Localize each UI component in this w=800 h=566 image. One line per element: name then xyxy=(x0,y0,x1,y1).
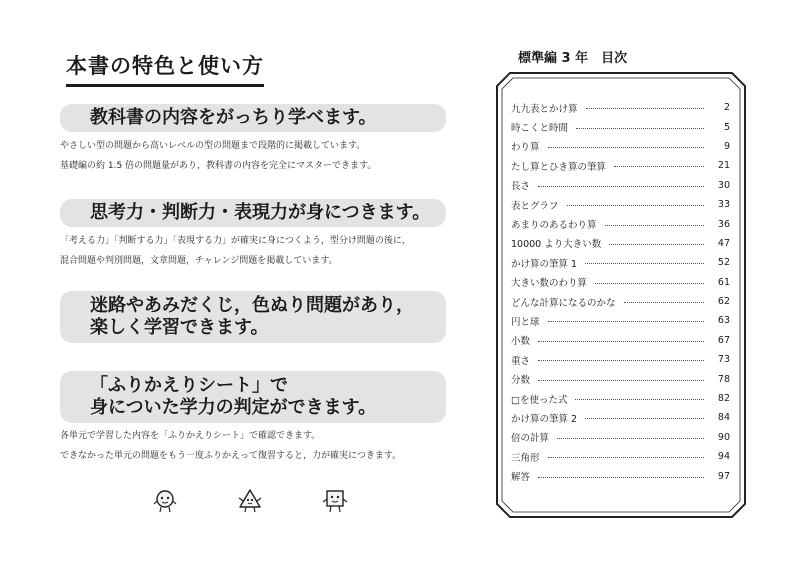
feature-heading-1: 教科書の内容をがっちり学べます。 xyxy=(60,104,446,132)
square-mascot-icon xyxy=(322,488,348,514)
toc-item-label: 時こくと時間 xyxy=(511,123,569,135)
feature-heading-4: 「ふりかえりシート」で 身についた学力の判定ができます。 xyxy=(60,371,446,423)
toc-leader-dots xyxy=(548,147,704,148)
toc-item-label: 分数 xyxy=(511,375,531,387)
toc-item[interactable] xyxy=(496,350,746,369)
toc-leader-dots xyxy=(605,225,704,226)
feature-heading-3: 迷路やあみだくじ，色ぬり問題があり， 楽しく学習できます。 xyxy=(60,291,446,343)
toc-item[interactable] xyxy=(496,466,746,485)
toc-item-label: 九九表とかけ算 xyxy=(511,103,578,115)
toc-item[interactable] xyxy=(496,408,746,427)
page-title: 本書の特色と使い方 xyxy=(66,50,264,87)
toc-item-label: 大きい数のわり算 xyxy=(511,278,588,290)
toc-item-page: 67 xyxy=(717,334,730,346)
toc-item[interactable] xyxy=(496,428,746,447)
toc-item-label: かけ算の筆算 2 xyxy=(511,413,578,425)
toc-item-label: たし算とひき算の筆算 xyxy=(511,161,607,173)
toc-leader-dots xyxy=(609,244,704,245)
toc-item-label: 表とグラフ xyxy=(511,200,559,212)
toc-item[interactable] xyxy=(496,137,746,156)
toc-item-page: 78 xyxy=(717,373,730,385)
feature-heading-2: 思考力・判断力・表現力が身につきます。 xyxy=(60,199,446,227)
toc-leader-dots xyxy=(575,399,704,400)
toc-item-page: 5 xyxy=(723,121,730,133)
toc-leader-dots xyxy=(538,186,704,187)
toc-item-label: かけ算の筆算 1 xyxy=(511,258,578,270)
toc-item-label: 三角形 xyxy=(511,452,540,464)
toc-item-page: 61 xyxy=(717,276,730,288)
toc-item[interactable] xyxy=(496,447,746,466)
toc-item[interactable] xyxy=(496,369,746,388)
circle-mascot-icon xyxy=(152,488,178,514)
toc-item-label: □を使った式 xyxy=(511,394,568,406)
toc-item-label: 10000 より大きい数 xyxy=(511,239,602,251)
toc-item-page: 33 xyxy=(717,199,730,211)
toc-item-page: 9 xyxy=(723,140,730,152)
toc-leader-dots xyxy=(567,205,704,206)
feature-desc-2: 「考える力」「判断する力」「表現する力」が確実に身につくよう，型分け問題の後に， 混合問題や判別問題，文章問題，チャレンジ問題を掲載しています。 xyxy=(60,236,411,266)
toc-item-page: 52 xyxy=(717,257,730,269)
toc-item-label: どんな計算になるのかな xyxy=(511,297,616,309)
toc-leader-dots xyxy=(585,263,704,264)
toc-leader-dots xyxy=(557,438,704,439)
toc-title: 標準編 3 年 目次 xyxy=(518,51,628,66)
toc-list xyxy=(496,98,746,486)
toc-item-page: 30 xyxy=(717,179,730,191)
toc-leader-dots xyxy=(548,321,704,322)
toc-item-page: 97 xyxy=(717,470,730,482)
toc-item[interactable] xyxy=(496,331,746,350)
toc-item-page: 84 xyxy=(717,412,730,424)
toc-item-page: 90 xyxy=(717,431,730,443)
toc-leader-dots xyxy=(538,341,704,342)
toc-item-page: 94 xyxy=(717,451,730,463)
toc-item-label: わり算 xyxy=(511,142,540,154)
toc-frame xyxy=(496,72,746,518)
toc-item-label: 小数 xyxy=(511,336,531,348)
toc-leader-dots xyxy=(624,302,704,303)
toc-item[interactable] xyxy=(496,156,746,175)
toc-item[interactable] xyxy=(496,311,746,330)
toc-item-page: 62 xyxy=(717,296,730,308)
toc-item-label: 重さ xyxy=(511,355,531,367)
toc-item-label: 解答 xyxy=(511,472,531,484)
toc-item-page: 63 xyxy=(717,315,730,327)
toc-leader-dots xyxy=(595,283,704,284)
toc-item-label: 長さ xyxy=(511,181,531,193)
toc-item[interactable] xyxy=(496,292,746,311)
toc-item[interactable] xyxy=(496,253,746,272)
toc-leader-dots xyxy=(576,128,704,129)
toc-item-page: 36 xyxy=(717,218,730,230)
toc-leader-dots xyxy=(614,166,704,167)
toc-leader-dots xyxy=(585,418,704,419)
feature-desc-1: やさしい型の問題から高いレベルの型の問題まで段階的に掲載しています。 基礎編の約 1.5 倍の問題量があり，教科書の内容を完全にマスターできます。 xyxy=(60,141,377,171)
toc-item[interactable] xyxy=(496,195,746,214)
toc-item-page: 2 xyxy=(723,102,730,114)
toc-item-page: 47 xyxy=(717,237,730,249)
toc-leader-dots xyxy=(586,108,704,109)
toc-item[interactable] xyxy=(496,214,746,233)
toc-leader-dots xyxy=(538,477,704,478)
triangle-mascot-icon xyxy=(237,488,263,514)
toc-item[interactable] xyxy=(496,273,746,292)
toc-item-page: 73 xyxy=(717,354,730,366)
toc-item[interactable] xyxy=(496,234,746,253)
toc-leader-dots xyxy=(548,457,704,458)
toc-item[interactable] xyxy=(496,117,746,136)
toc-item-page: 21 xyxy=(717,160,730,172)
toc-item-label: 倍の計算 xyxy=(511,433,550,445)
feature-desc-4: 各単元で学習した内容を「ふりかえりシート」で確認できます。 できなかった単元の問題をもう一度ふりかえって復習すると，力が確実につきます。 xyxy=(60,431,402,461)
toc-leader-dots xyxy=(538,380,704,381)
toc-item[interactable] xyxy=(496,389,746,408)
toc-item[interactable] xyxy=(496,176,746,195)
toc-item-page: 82 xyxy=(717,393,730,405)
toc-item-label: 円と球 xyxy=(511,316,540,328)
toc-leader-dots xyxy=(538,360,704,361)
toc-item[interactable] xyxy=(496,98,746,117)
toc-item-label: あまりのあるわり算 xyxy=(511,220,597,232)
